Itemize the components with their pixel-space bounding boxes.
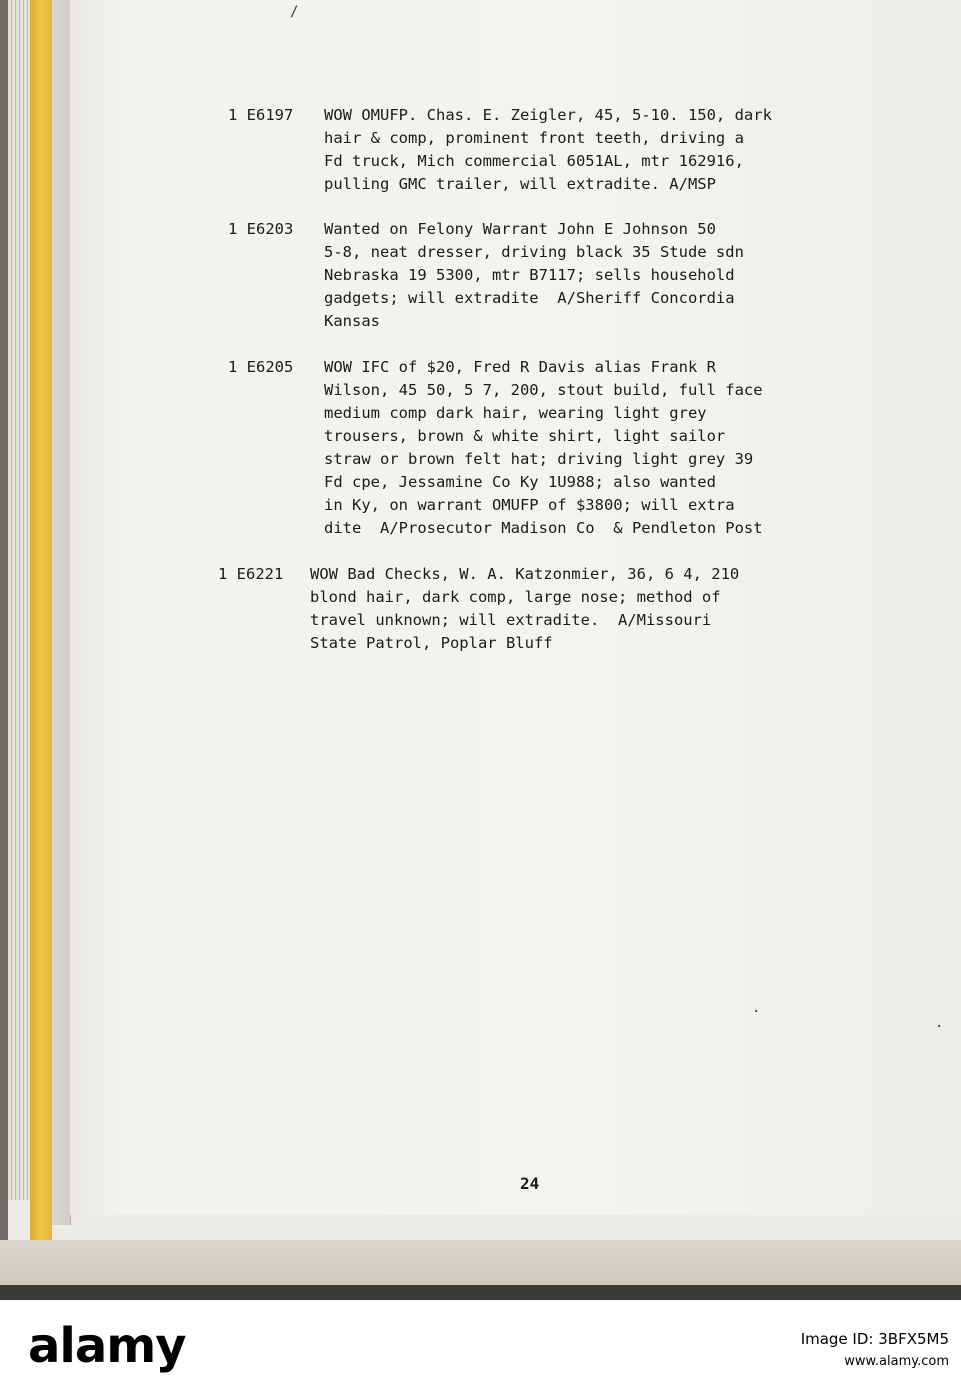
stray-mark: · [752, 1004, 761, 1020]
entry-number: 1 E6205 [228, 358, 294, 376]
stray-mark: . [935, 1015, 944, 1031]
entry-line: Kansas [324, 312, 380, 330]
page-stack-edge [8, 0, 30, 1200]
entry-line: gadgets; will extradite A/Sheriff Concordia [324, 289, 735, 307]
entry-line: State Patrol, Poplar Bluff [310, 634, 553, 652]
entry-line: trousers, brown & white shirt, light sailor [324, 427, 726, 445]
entry-line: straw or brown felt hat; driving light grey 39 [324, 450, 754, 468]
entry-line: WOW Bad Checks, W. A. Katzonmier, 36, 6 4, 210 [310, 565, 740, 583]
entry-line: travel unknown; will extradite. A/Missouri [310, 611, 712, 629]
stock-url-label: www.alamy.com [844, 1354, 949, 1369]
entry-text [324, 218, 744, 333]
entry-line: WOW OMUFP. Chas. E. Zeigler, 45, 5-10. 150, dark [324, 106, 772, 124]
entry-text [324, 104, 772, 196]
page-number: 24 [520, 1174, 540, 1193]
entry-line: pulling GMC trailer, will extradite. A/MSP [324, 175, 716, 193]
entry-line: 5-8, neat dresser, driving black 35 Stude sdn [324, 243, 744, 261]
entry-line: Nebraska 19 5300, mtr B7117; sells household [324, 266, 735, 284]
entry-line: blond hair, dark comp, large nose; method of [310, 588, 721, 606]
entry-line: dite A/Prosecutor Madison Co & Pendleton Post [324, 519, 763, 537]
entry-line: in Ky, on warrant OMUFP of $3800; will extra [324, 496, 735, 514]
entry-line: Fd truck, Mich commercial 6051AL, mtr 162916, [324, 152, 744, 170]
entry-line: hair & comp, prominent front teeth, driving a [324, 129, 744, 147]
entry-line: medium comp dark hair, wearing light grey [324, 404, 707, 422]
entry-number: 1 E6203 [228, 220, 294, 238]
alamy-logo: alamy [28, 1318, 186, 1374]
entry-line: Fd cpe, Jessamine Co Ky 1U988; also wanted [324, 473, 716, 491]
yellow-folder-edge [30, 0, 52, 1240]
entry-text [310, 563, 739, 655]
reverse-side-showthrough [300, 720, 961, 1180]
entry-text [324, 356, 763, 540]
binding-shadow [0, 0, 8, 1300]
image-id-label: Image ID: 3BFX5M5 [800, 1330, 949, 1348]
entry-number: 1 E6197 [228, 106, 294, 124]
entry-number: 1 E6221 [218, 565, 284, 583]
entry-line: WOW IFC of $20, Fred R Davis alias Frank R [324, 358, 716, 376]
scan-bottom-shadow [0, 1285, 961, 1300]
stray-mark: / [290, 4, 299, 20]
entry-line: Wanted on Felony Warrant John E Johnson 50 [324, 220, 716, 238]
underlying-sheet-edge [52, 0, 71, 1225]
entry-line: Wilson, 45 50, 5 7, 200, stout build, full face [324, 381, 763, 399]
